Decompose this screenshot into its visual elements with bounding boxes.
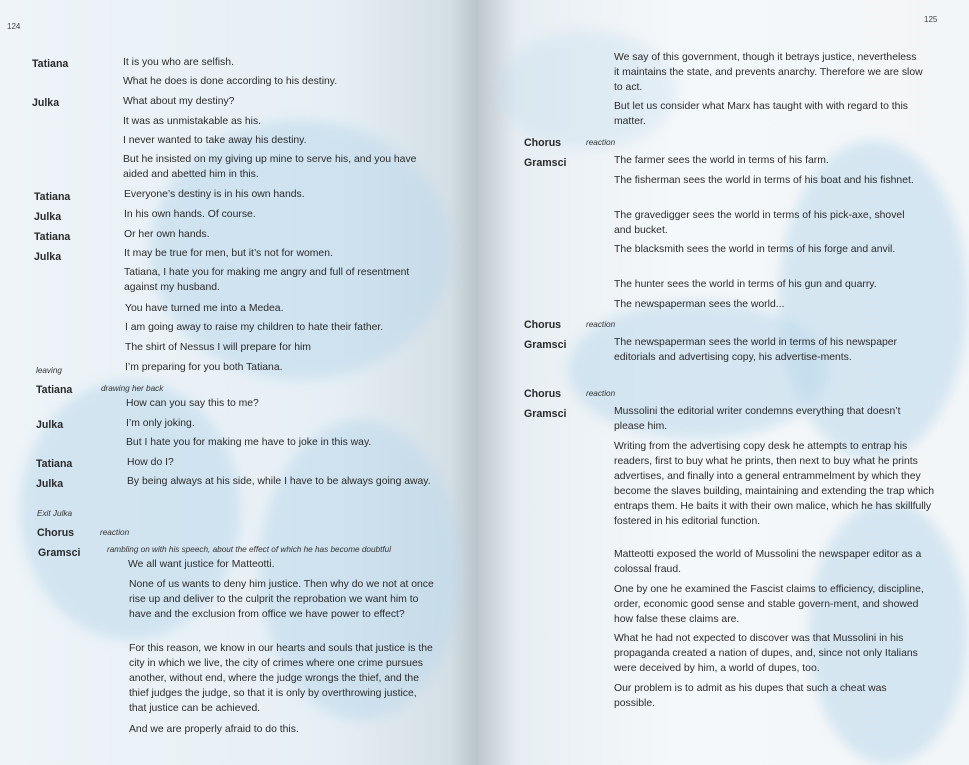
stage-direction: leaving bbox=[36, 366, 62, 375]
speaker-label: Gramsci bbox=[524, 339, 567, 351]
script-line: But let us consider what Marx has taught with with regard to this matter. bbox=[614, 101, 908, 127]
script-line: I am going away to raise my children to hate their father. bbox=[125, 322, 384, 333]
stage-direction: reaction bbox=[586, 138, 616, 147]
script-line: Or her own hands. bbox=[124, 229, 210, 240]
script-line: How do I? bbox=[127, 457, 174, 468]
speaker-label: Gramsci bbox=[38, 547, 81, 559]
stage-direction: Exit Julka bbox=[37, 509, 73, 518]
speaker-label: Julka bbox=[34, 251, 62, 263]
speaker-label: Chorus bbox=[524, 319, 562, 331]
stage-direction: reaction bbox=[100, 528, 130, 537]
script-line: What about my destiny? bbox=[123, 96, 235, 107]
script-line: In his own hands. Of course. bbox=[124, 209, 256, 220]
script-line: I’m preparing for you both Tatiana. bbox=[125, 362, 283, 373]
script-line: I’m only joking. bbox=[126, 418, 195, 429]
stage-direction: reaction bbox=[586, 389, 616, 398]
speaker-label: Tatiana bbox=[36, 384, 73, 396]
script-line: The blacksmith sees the world in terms of his forge and anvil. bbox=[614, 244, 896, 255]
speaker-label: Tatiana bbox=[34, 231, 71, 243]
script-line: We all want justice for Matteotti. bbox=[128, 559, 275, 570]
script-line: It may be true for men, but it’s not for women. bbox=[124, 248, 333, 259]
script-line: The newspaperman sees the world... bbox=[614, 299, 785, 310]
script-line: Tatiana, I hate you for making me angry and full of resentment against my husband. bbox=[124, 267, 410, 293]
speaker-label: Chorus bbox=[524, 137, 562, 149]
script-line: But I hate you for making me have to joke in this way. bbox=[126, 437, 372, 448]
speaker-label: Chorus bbox=[37, 527, 75, 539]
script-line: How can you say this to me? bbox=[126, 398, 259, 409]
script-line: Mussolini the editorial writer condemns everything that doesn’t please him. bbox=[614, 406, 901, 432]
right-page bbox=[478, 0, 969, 765]
speaker-label: Gramsci bbox=[524, 408, 567, 420]
page-number: 125 bbox=[924, 15, 938, 24]
script-line: The hunter sees the world in terms of his gun and quarry. bbox=[614, 279, 877, 290]
script-line: What he does is done according to his destiny. bbox=[123, 76, 338, 87]
script-line: It is you who are selfish. bbox=[123, 57, 234, 68]
script-line: For this reason, we know in our hearts and souls that justice is the city in which we live, the city of crimes where one crime pursues another, without end, where the judge wrongs the thief, and the thief judges the judge, so that it is only by overthrowing justice, that justice can be achieved. bbox=[129, 643, 433, 714]
script-line: By being always at his side, while I have to be always going away. bbox=[127, 476, 431, 487]
speaker-label: Tatiana bbox=[32, 58, 69, 70]
speaker-label: Julka bbox=[34, 211, 62, 223]
speaker-label: Chorus bbox=[524, 388, 562, 400]
script-line: The shirt of Nessus I will prepare for him bbox=[125, 342, 311, 353]
script-line: It was as unmistakable as his. bbox=[123, 116, 262, 127]
speaker-label: Julka bbox=[36, 478, 64, 490]
script-line: Our problem is to admit as his dupes that such a cheat was possible. bbox=[614, 683, 887, 709]
page-number: 124 bbox=[7, 22, 21, 31]
script-line: The newspaperman sees the world in terms of his newspaper editorials and advertising copy, his advertise-ments. bbox=[614, 337, 897, 363]
script-line: Everyone’s destiny is in his own hands. bbox=[124, 189, 305, 200]
speaker-label: Tatiana bbox=[34, 191, 71, 203]
speaker-label: Tatiana bbox=[36, 458, 73, 470]
left-page bbox=[0, 0, 478, 765]
script-line: I never wanted to take away his destiny. bbox=[123, 135, 307, 146]
script-line: One by one he examined the Fascist claims to efficiency, discipline, order, economic good sense and stable govern-ment, and showed how false these claims are. bbox=[614, 584, 924, 625]
script-line: And we are properly afraid to do this. bbox=[129, 724, 299, 735]
speaker-label: Gramsci bbox=[524, 157, 567, 169]
stage-direction: rambling on with his speech, about the effect of which he has become doubtful bbox=[107, 545, 392, 554]
script-line: What he had not expected to discover was that Mussolini in his propaganda created a nation of dupes, and, since not only Italians were deceived by him, a world of dupes, too. bbox=[614, 633, 918, 674]
script-line: Matteotti exposed the world of Mussolini the newspaper editor as a colossal fraud. bbox=[614, 549, 922, 575]
script-line: None of us wants to deny him justice. Then why do we not at once rise up and deliver to the culprit the reprobation we want him to have and the exclusion from office we have power to effect? bbox=[129, 579, 434, 620]
script-line: Writing from the advertising copy desk he attempts to entrap his readers, first to buy what he prints, then next to buy what he prints advertises, and finally into a general entrammelment by which they become the slaves building, maintaining and extending the trap which entraps them. He baits it with their own malice, which he has skillfully fostered in his editorial function. bbox=[614, 441, 935, 527]
speaker-label: Julka bbox=[36, 419, 64, 431]
script-line: You have turned me into a Medea. bbox=[125, 303, 284, 314]
script-line: The gravedigger sees the world in terms of his pick-axe, shovel and bucket. bbox=[614, 210, 905, 236]
script-line: But he insisted on my giving up mine to serve his, and you have aided and abetted him in this. bbox=[123, 154, 417, 180]
script-line: The farmer sees the world in terms of his farm. bbox=[614, 155, 829, 166]
stage-direction: reaction bbox=[586, 320, 616, 329]
script-line: We say of this government, though it betrays justice, nevertheless it maintains the state, and prevents anarchy. Therefore we are slow to act. bbox=[614, 52, 923, 93]
stage-direction: drawing her back bbox=[101, 384, 164, 393]
speaker-label: Julka bbox=[32, 97, 60, 109]
script-line: The fisherman sees the world in terms of his boat and his fishnet. bbox=[614, 175, 914, 186]
